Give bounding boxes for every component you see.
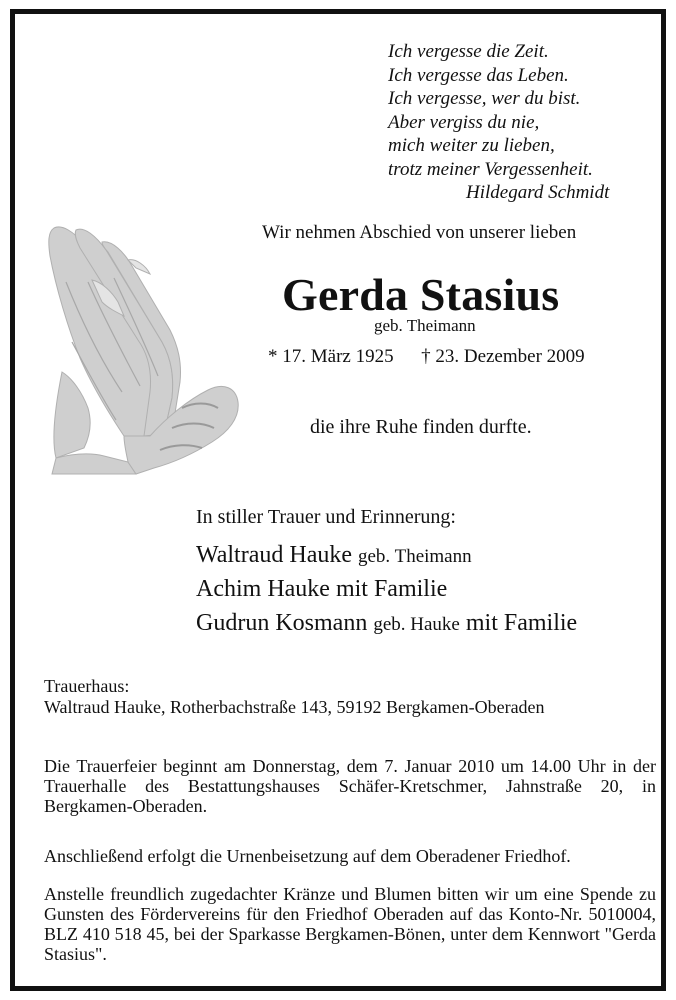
praying-hands-icon: [32, 222, 242, 478]
poem-line: mich weiter zu lieben,: [388, 135, 555, 156]
birth-name: geb. Theimann: [374, 316, 476, 335]
mourner-line: [196, 542, 472, 569]
mourning-house-label: Trauerhaus:: [44, 676, 130, 696]
rest-text: die ihre Ruhe finden durfte.: [310, 416, 532, 438]
poem-author: Hildegard Schmidt: [466, 182, 610, 203]
mourner-family: mit Familie: [465, 610, 578, 636]
birth-date: * 17. März 1925: [268, 346, 394, 367]
mourner-birth-name: geb. Hauke: [373, 614, 460, 635]
poem: [388, 40, 609, 205]
poem-line: Aber vergiss du nie,: [388, 111, 540, 133]
mourner-line: [196, 610, 577, 637]
life-dates: [268, 346, 585, 368]
donation-info-paragraph: Anstelle freundlich zugedachter Kränze und Blumen bitten wir um eine Spende zu Gunsten des Fördervereins für den Friedhof Oberaden auf das Konto-Nr. 5010004, BLZ 410 518 45, bei der Sparkasse Bergkamen-Bönen, unter dem Kennwort "Gerda Stasius".: [44, 884, 656, 964]
mourner-birth-name: geb. Theimann: [358, 546, 472, 567]
poem-line: Ich vergesse das Leben.: [388, 64, 569, 86]
intro-text: Wir nehmen Abschied von unserer lieben: [262, 222, 577, 243]
poem-line: Ich vergesse, wer du bist.: [388, 88, 581, 109]
mourning-house-address: Waltraud Hauke, Rotherbachstraße 143, 59192 Bergkamen-Oberaden: [44, 697, 545, 717]
funeral-info-paragraph: Die Trauerfeier beginnt am Donnerstag, dem 7. Januar 2010 um 14.00 Uhr in der Trauerhalle des Bestattungshauses Schäfer-Kretschmer, Jahnstraße 20, in Bergkamen-Oberaden.: [44, 756, 656, 816]
burial-info-paragraph: Anschließend erfolgt die Urnenbeisetzung auf dem Oberadener Friedhof.: [44, 846, 571, 866]
deceased-name: Gerda Stasius: [282, 269, 560, 320]
mourning-intro: In stiller Trauer und Erinnerung:: [196, 506, 456, 528]
mourner-name: Achim Hauke mit Familie: [196, 576, 448, 602]
mourner-name: Gudrun Kosmann: [196, 610, 368, 636]
poem-line: trotz meiner Vergessenheit.: [388, 158, 593, 180]
death-date: † 23. Dezember 2009: [421, 346, 585, 367]
mourner-name: Waltraud Hauke: [196, 542, 352, 568]
mourner-line: [196, 576, 447, 603]
poem-line: Ich vergesse die Zeit.: [388, 41, 549, 62]
